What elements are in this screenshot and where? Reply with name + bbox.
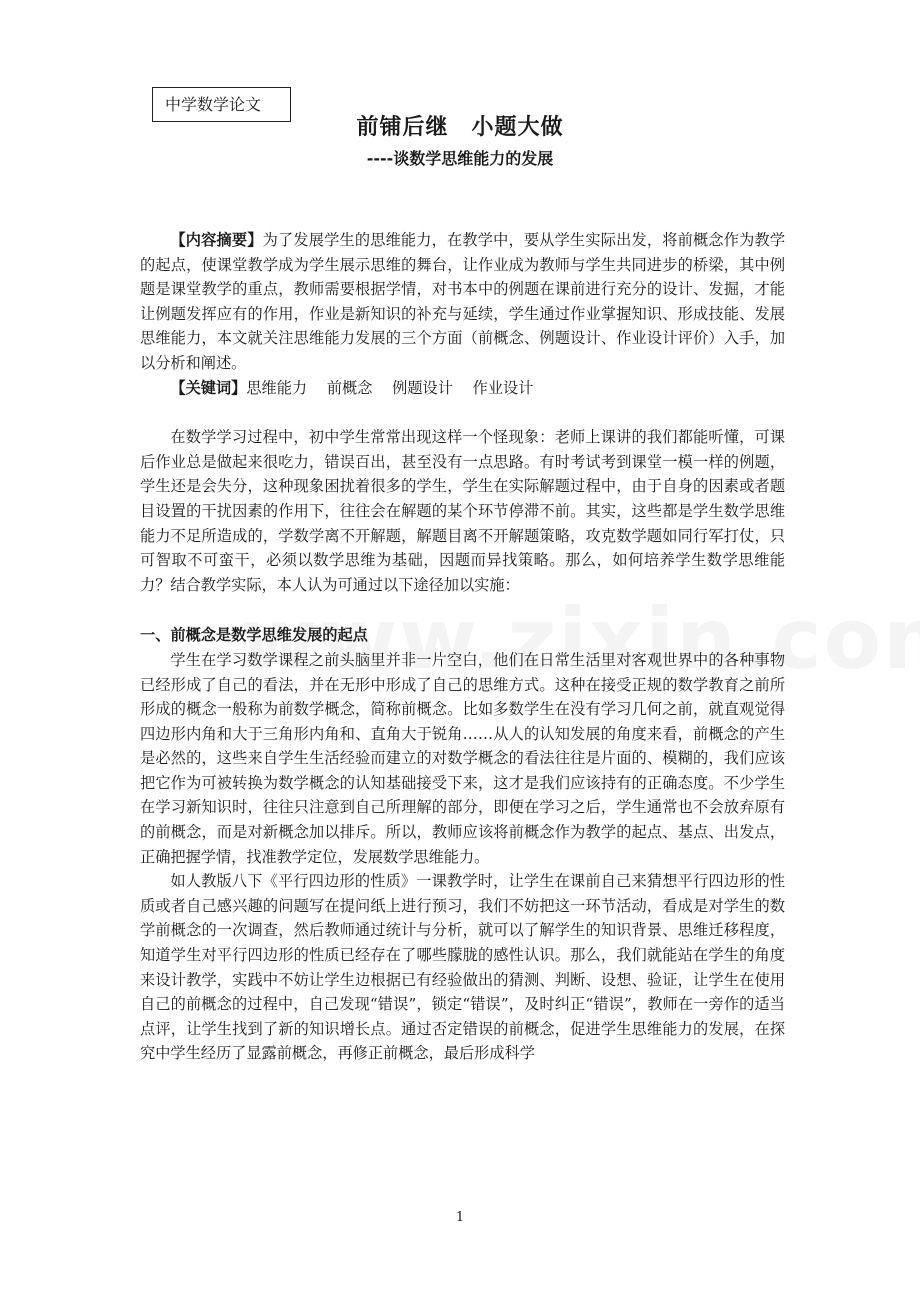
section-heading: 一、前概念是数学思维发展的起点 — [140, 626, 368, 645]
intro-paragraph: 在数学学习过程中，初中学生常常出现这样一个怪现象：老师上课讲的我们都能听懂，可课后作业总是做起来很吃力，错误百出，甚至没有一点思路。有时考试考到课堂一模一样的例题，学生还是会失分，这种现象困扰着很多的学生，学生在实际解题过程中，由于自身的因素或者题目设置的干扰因素的作用下，往往会在解题的某个环节停滞不前。其实，这些都是学生数学思维能力不足所造成的，学数学离不开解题，解题目离不开解题策略，攻克数学题如同行军打仗，只可智取不可蛮干，必须以数学思维为基础，因题而异找策略。那么，如何培养学生数学思维能力？结合教学实际，本人认为可通过以下途径加以实施： — [140, 428, 785, 594]
paper-title: 前铺后继 小题大做 — [356, 115, 564, 140]
body-paragraph: 如人教版八下《平行四边形的性质》一课教学时，让学生在课前自己来猜想平行四边形的性质或者自己感兴趣的问题写在提问纸上进行预习，我们不妨把这一环节活动，看成是对学生的数学前概念的一次调查，然后教师通过统计与分析，就可以了解学生的知识背景、思维迁移程度，知道学生对平行四边形的性质已经存在了哪些朦胧的感性认识。那么，我们就能站在学生的角度来设计教学，实践中不妨让学生边根据已有经验做出的猜测、判断、设想、验证，让学生在使用自己的前概念的过程中，自己发现“错误”，锁定“错误”，及时纠正“错误”，教师在一旁作的适当点评，让学生找到了新的知识增长点。通过否定错误的前概念，促进学生思维能力的发展，在探究中学生经历了显露前概念，再修正前概念，最后形成科学 — [140, 872, 785, 1063]
category-tag: 中学数学论文 — [152, 87, 291, 122]
paper-body — [140, 228, 785, 1066]
body-paragraph: 学生在学习数学课程之前头脑里并非一片空白，他们在日常生活里对客观世界中的各种事物已经形成了自己的看法，并在无形中形成了自己的思维方式。这种在接受正规的数学教育之前所形成的概念一般称为前数学概念，简称前概念。比如多数学生在没有学习几何之前，就直观觉得四边形内角和大于三角形内角和、直角大于锐角……从人的认知发展的角度来看，前概念的产生是必然的，这些来自学生生活经验而建立的对数学概念的看法往往是片面的、模糊的，我们应该把它作为可被转换为数学概念的认知基础接受下来，这才是我们应该持有的正确态度。不少学生在学习新知识时，往往只注意到自己所理解的部分，即便在学习之后，学生通常也不会放弃原有的前概念，而是对新概念加以排斥。所以，教师应该将前概念作为教学的起点、基点、出发点，正确把握学情，找准教学定位，发展数学思维能力。 — [140, 650, 785, 866]
keywords-line — [140, 376, 785, 401]
abstract-label: 【内容摘要】 — [170, 231, 263, 249]
abstract-paragraph — [140, 228, 785, 376]
paper-subtitle: ----谈数学思维能力的发展 — [366, 149, 554, 168]
abstract-text: 为了发展学生的思维能力，在教学中，要从学生实际出发，将前概念作为教学的起点，使课堂教学成为学生展示思维的舞台，让作业成为教师与学生共同进步的桥梁，其中例题是课堂教学的重点，教师需要根据学情，对书本中的例题在课前进行充分的设计、发掘，才能让例题发挥应有的作用，作业是新知识的补充与延续，学生通过作业掌握知识、形成技能、发展思维能力，本文就关注思维能力发展的三个方面（前概念、例题设计、作业设计评价）入手，加以分析和阐述。 — [140, 231, 786, 372]
page-number: 1 — [455, 1210, 465, 1225]
keyword-item: 作业设计 — [472, 378, 534, 397]
keywords-label: 【关键词】 — [170, 378, 247, 397]
keyword-item: 前概念 — [326, 378, 373, 397]
keyword-item: 例题设计 — [392, 378, 453, 397]
keyword-item: 思维能力 — [246, 378, 308, 397]
